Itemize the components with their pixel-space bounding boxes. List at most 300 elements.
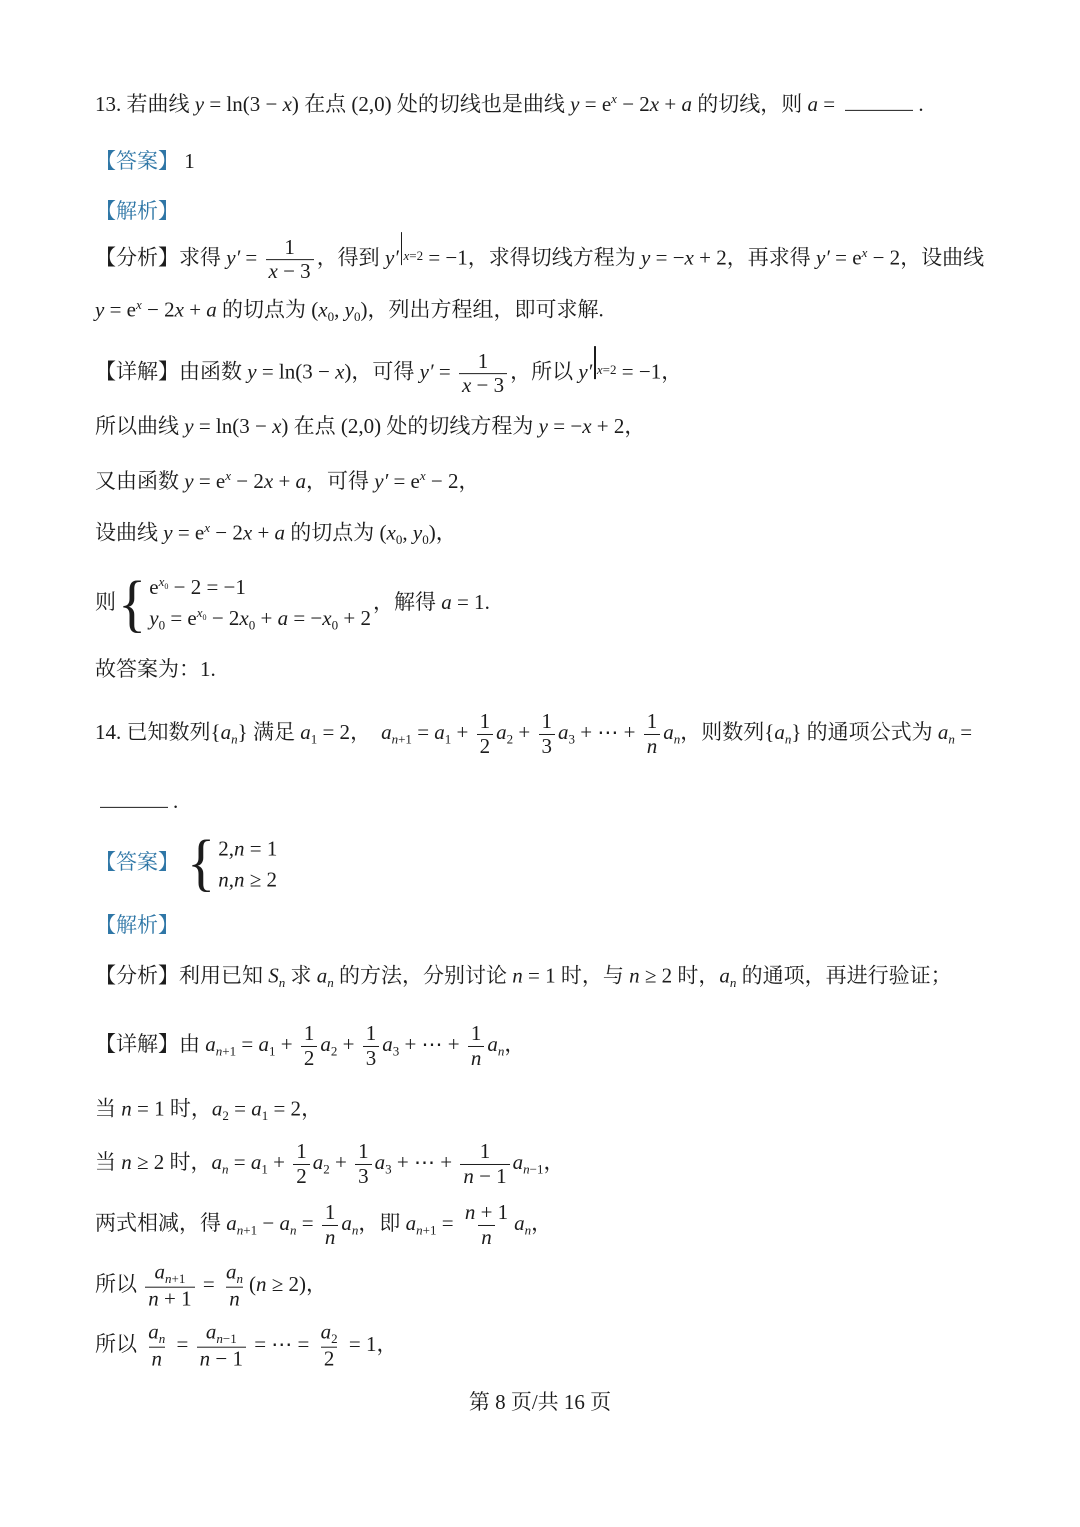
math-run: ≥ 2	[639, 963, 673, 988]
text-run: 的通项，再进行验证；	[736, 963, 952, 988]
math-var: n	[236, 1222, 244, 1238]
sub-script	[416, 1222, 436, 1237]
text-run: 在点	[298, 91, 352, 116]
math-var: n	[216, 1331, 223, 1347]
math-var: a	[514, 1210, 525, 1235]
fraction-denominator	[478, 1225, 495, 1250]
math-run: +	[513, 719, 536, 744]
math-run: =	[197, 1271, 220, 1296]
text-run: ，	[350, 719, 372, 744]
math-run: = −1	[616, 359, 662, 384]
math-run: }	[237, 719, 248, 744]
math-var: y′	[419, 359, 434, 384]
text-run: 时，	[672, 963, 720, 988]
math-run: 1	[646, 708, 658, 733]
math-run: = e	[388, 468, 420, 493]
fraction-denominator	[301, 1046, 318, 1071]
cases-row	[149, 605, 371, 634]
text-run: 【详解】由	[95, 1031, 206, 1056]
math-run: − 1	[210, 1346, 243, 1371]
detail-14-line4	[95, 1201, 552, 1249]
math-run: + 1	[475, 1199, 509, 1224]
math-run: 2	[296, 1163, 307, 1188]
page-footer: 第 8 页/共 16 页	[468, 1389, 612, 1414]
text-run: 当	[95, 1096, 122, 1121]
detail-14-line3	[95, 1140, 565, 1188]
left-brace-icon: {	[187, 827, 216, 899]
math-run: = −	[548, 413, 583, 438]
text-run: 所以	[95, 1331, 143, 1356]
math-var: a	[279, 1210, 290, 1235]
math-run: 1	[477, 348, 489, 373]
math-var: a	[681, 91, 692, 116]
text-run: 13. 若曲线	[95, 91, 195, 116]
text-run: 所以曲线	[95, 413, 185, 438]
math-run: )	[344, 359, 352, 384]
math-run: + ⋯ +	[575, 719, 641, 744]
math-run: − 2	[867, 245, 901, 270]
math-run: =	[228, 1149, 251, 1174]
math-run: = e	[172, 520, 205, 545]
text-run: ，解得	[372, 589, 442, 614]
math-var: n	[218, 867, 229, 892]
fraction	[644, 710, 661, 758]
sub-script	[403, 248, 423, 264]
math-var: y′	[384, 245, 399, 270]
fraction	[145, 1321, 168, 1372]
math-var: a	[807, 91, 818, 116]
math-run: −	[257, 1210, 280, 1235]
sub-script	[237, 1222, 257, 1237]
math-run: 3	[365, 1045, 377, 1070]
text-run: ，	[305, 1271, 327, 1296]
math-run: = −	[288, 606, 323, 631]
fraction	[145, 1261, 194, 1312]
fraction-numerator	[223, 1261, 246, 1287]
evaluated-at	[592, 346, 616, 379]
math-run: 3	[568, 731, 576, 747]
math-run: 1	[479, 708, 491, 733]
detail-13-line4	[95, 520, 457, 549]
fraction-denominator	[226, 1287, 243, 1312]
text-run: 【详解】由函数	[95, 359, 248, 384]
fraction-denominator	[355, 1164, 372, 1189]
fraction-numerator	[322, 1201, 339, 1225]
text-run: ，则数列	[680, 719, 765, 744]
math-run: 2	[222, 1108, 229, 1124]
text-run: 处的切线方程为	[381, 413, 539, 438]
math-var: x	[461, 373, 472, 398]
analysis-14	[95, 963, 952, 992]
fraction-denominator	[539, 734, 556, 759]
math-var: y′	[226, 245, 241, 270]
section-label: 【答案】	[95, 148, 179, 173]
math-var: y	[163, 520, 173, 545]
math-var: x	[861, 244, 868, 260]
math-var: n	[464, 1199, 476, 1224]
question-14-blank	[95, 786, 178, 814]
math-var: a	[405, 1210, 417, 1235]
math-var: x	[684, 245, 694, 270]
text-run: ，	[435, 520, 457, 545]
cases-group	[118, 567, 371, 639]
math-run: 0	[422, 532, 429, 548]
text-run: ，再求得	[726, 245, 816, 270]
math-var: a	[258, 1031, 269, 1056]
math-run: e	[149, 574, 159, 599]
math-run: ,	[228, 867, 234, 892]
fraction-numerator	[318, 1321, 341, 1347]
fraction	[322, 1201, 339, 1249]
math-var: x	[419, 468, 426, 484]
fraction	[355, 1140, 372, 1188]
math-var: a	[211, 1096, 223, 1121]
detail-14	[95, 1022, 525, 1070]
math-var: a	[441, 589, 452, 614]
math-var: a	[496, 719, 507, 744]
math-var: x	[282, 91, 292, 116]
detail-13	[95, 346, 682, 398]
math-var: a	[206, 297, 217, 322]
math-run: +	[659, 91, 682, 116]
math-var: x	[318, 297, 328, 322]
fraction	[318, 1321, 341, 1372]
math-run: 3	[541, 733, 552, 758]
math-run: 1	[261, 1161, 268, 1177]
analysis-label-13	[95, 198, 179, 224]
math-run: − 1	[473, 1163, 507, 1188]
math-run: 1	[268, 1043, 276, 1059]
sub-script	[216, 1043, 236, 1058]
blank-underline	[845, 89, 913, 111]
text-run: 的切点为	[285, 520, 380, 545]
fraction	[477, 710, 494, 758]
math-run: 3	[385, 1161, 392, 1177]
math-run: 1	[541, 708, 552, 733]
math-var: a	[225, 1259, 237, 1284]
math-run: = 2	[317, 719, 351, 744]
math-run: (	[311, 297, 319, 322]
math-run: − 2	[141, 297, 175, 322]
math-var: x	[263, 468, 274, 493]
math-var: x	[242, 520, 253, 545]
text-run: ，所以	[510, 359, 579, 384]
math-run: − 2	[206, 606, 240, 631]
text-run: ，	[376, 1331, 398, 1356]
math-var: y	[194, 91, 205, 116]
math-run: 1	[261, 1108, 269, 1124]
analysis-13	[95, 232, 984, 284]
fraction-denominator	[321, 1347, 338, 1372]
math-var: n	[784, 731, 792, 747]
math-var: x	[335, 359, 345, 384]
math-run: 2	[331, 1331, 338, 1347]
math-var: n	[233, 836, 245, 861]
math-var: y	[344, 297, 354, 322]
text-run: ，	[301, 1096, 323, 1121]
math-var: a	[312, 1149, 324, 1174]
text-run: 的切点为	[216, 297, 312, 322]
math-var: a	[320, 1031, 331, 1056]
fraction	[468, 1022, 485, 1070]
math-run: +	[337, 1031, 360, 1056]
fraction	[460, 1140, 509, 1188]
math-var: n	[121, 1149, 132, 1174]
fraction-denominator	[460, 1164, 509, 1189]
math-var: a	[148, 1319, 159, 1344]
text-run: 时，与	[555, 963, 630, 988]
math-run: )	[291, 91, 299, 116]
math-run: +1	[422, 1222, 437, 1238]
math-run: .	[918, 91, 924, 116]
text-run: 当	[95, 1149, 122, 1174]
math-var: n	[199, 1346, 211, 1371]
fraction	[462, 1201, 511, 1249]
cases-row	[218, 867, 277, 893]
math-var: n	[327, 975, 334, 991]
math-run: ≥ 2)	[266, 1271, 306, 1296]
math-run: 1	[444, 731, 452, 747]
math-run: = e	[165, 606, 197, 631]
math-run: = 1	[131, 1096, 165, 1121]
math-run: =2	[602, 362, 617, 378]
math-var: y′	[374, 468, 389, 493]
fraction-numerator	[151, 1261, 188, 1287]
text-run: 时，	[164, 1149, 212, 1174]
fraction-denominator	[266, 259, 314, 284]
fraction	[293, 1140, 310, 1188]
blank-underline	[100, 786, 168, 808]
math-var: n	[222, 1161, 229, 1177]
fraction	[266, 236, 314, 284]
math-run: (	[248, 1271, 256, 1296]
math-var: y′	[815, 245, 830, 270]
math-var: n	[673, 731, 681, 747]
math-run: 0	[164, 581, 169, 591]
math-var: a	[211, 1149, 223, 1174]
math-run: =	[240, 245, 263, 270]
math-run: = e	[104, 297, 136, 322]
fraction-denominator	[197, 1347, 246, 1372]
math-run: = 1	[343, 1331, 377, 1356]
math-var: x	[225, 468, 232, 484]
fraction-numerator	[477, 710, 494, 734]
math-var: a	[316, 963, 328, 988]
math-run: 1	[284, 234, 295, 259]
math-var: y	[570, 91, 580, 116]
math-var: n	[229, 1286, 240, 1311]
text-run: 【分析】求得	[95, 245, 227, 270]
fraction	[197, 1321, 246, 1372]
math-run: = ln(3 −	[193, 413, 273, 438]
math-var: n	[164, 1271, 172, 1287]
math-var: n	[391, 731, 399, 747]
math-run: = 1	[451, 589, 485, 614]
sup-script	[159, 574, 169, 589]
question-14	[95, 710, 972, 758]
math-run: 2	[323, 1161, 330, 1177]
math-var: n	[158, 1331, 166, 1347]
math-run: + 2	[693, 245, 727, 270]
sub-script	[523, 1161, 543, 1176]
fraction-numerator	[539, 710, 556, 734]
math-var: a	[558, 719, 569, 744]
math-var: x	[196, 605, 203, 621]
sub-script	[216, 1331, 236, 1346]
left-brace-icon: {	[118, 567, 147, 639]
fraction-numerator	[468, 1022, 485, 1046]
math-run: 3	[358, 1163, 369, 1188]
math-run: = e	[193, 468, 226, 493]
text-run: 则	[95, 589, 116, 614]
math-var: n	[416, 1222, 423, 1238]
math-var: a	[663, 719, 674, 744]
math-var: a	[320, 1319, 332, 1344]
math-var: x	[239, 606, 249, 631]
fraction-denominator	[477, 734, 494, 759]
math-run: ,	[334, 297, 345, 322]
math-var: y	[95, 297, 105, 322]
math-var: n	[629, 963, 640, 988]
math-run: .	[173, 788, 179, 813]
math-run: +	[275, 1031, 298, 1056]
math-run: − 2	[231, 468, 264, 493]
math-run: }	[791, 719, 802, 744]
math-var: a	[226, 1210, 237, 1235]
math-run: = −	[650, 245, 685, 270]
math-var: a	[250, 1149, 262, 1174]
math-run: =2	[409, 248, 424, 264]
text-run: 的方法，分别讨论	[333, 963, 513, 988]
text-run: ，	[531, 1210, 553, 1235]
math-var: n	[324, 1224, 336, 1249]
text-run: 两式相减，得	[95, 1210, 227, 1235]
math-run: + 2	[338, 606, 371, 631]
text-run: 故答案为：	[95, 656, 200, 681]
math-run: 3	[392, 1043, 400, 1059]
text-run: 的通项公式为	[801, 719, 938, 744]
math-run: 2	[323, 1346, 335, 1371]
math-var: a	[937, 719, 949, 744]
math-var: S	[268, 963, 279, 988]
math-run: +	[451, 719, 474, 744]
math-var: x	[322, 606, 332, 631]
math-run: )	[360, 297, 368, 322]
text-run: ，	[458, 468, 480, 493]
math-run: 0	[331, 617, 339, 633]
math-run: 0	[353, 309, 361, 325]
math-run: (	[379, 520, 387, 545]
math-var: x	[158, 574, 165, 590]
math-var: n	[151, 1346, 162, 1371]
math-var: y	[641, 245, 651, 270]
math-var: y	[412, 520, 423, 545]
math-var: x	[403, 248, 410, 264]
math-run: 0	[327, 309, 335, 325]
math-var: a	[341, 1210, 352, 1235]
math-run: {	[764, 719, 775, 744]
math-var: n	[481, 1224, 492, 1249]
cases-row	[149, 574, 371, 600]
math-run: )	[428, 520, 436, 545]
math-run: 1	[310, 731, 318, 747]
math-run: 1	[479, 1138, 491, 1163]
math-run: +1	[222, 1043, 237, 1059]
text-run: 在点	[288, 413, 341, 438]
math-run: +	[329, 1149, 353, 1174]
detail-13-line2	[95, 413, 645, 439]
text-run: ，求得切线方程为	[467, 245, 642, 270]
math-var: a	[382, 1031, 393, 1056]
math-run: 2	[479, 733, 491, 758]
fraction	[539, 710, 556, 758]
text-run: ，	[661, 359, 683, 384]
cases-row	[218, 835, 277, 861]
fraction	[301, 1022, 318, 1070]
section-label: 【答案】	[95, 849, 179, 874]
text-run: 14. 已知数列	[95, 719, 211, 744]
math-var: a	[274, 520, 286, 545]
math-var: n	[523, 1161, 530, 1177]
analysis-label-14	[95, 912, 179, 938]
text-run: ，设曲线	[900, 245, 985, 270]
math-var: n	[729, 975, 737, 991]
math-var: n	[278, 975, 286, 991]
math-run: − 2	[210, 520, 243, 545]
math-var: a	[295, 468, 307, 493]
math-run: 1	[358, 1138, 369, 1163]
math-run: = 2	[268, 1096, 302, 1121]
math-run: 2	[303, 1045, 315, 1070]
math-run: +1	[171, 1271, 186, 1287]
text-run: ，	[543, 1149, 565, 1174]
conclusion-13	[95, 656, 216, 682]
sub-script	[165, 1271, 185, 1286]
math-run: −1	[529, 1161, 544, 1177]
math-run: =	[296, 1210, 319, 1235]
text-run: ，	[624, 413, 646, 438]
math-run: 0	[202, 613, 207, 623]
math-run: 0	[158, 617, 166, 633]
text-run: 处的切线也是曲线	[391, 91, 571, 116]
math-run: +	[255, 606, 278, 631]
fraction	[363, 1022, 380, 1070]
math-run: ≥ 2	[131, 1149, 165, 1174]
math-var: a	[205, 1031, 216, 1056]
math-var: n	[524, 1222, 532, 1238]
sup-script	[196, 605, 207, 623]
fraction-denominator	[468, 1046, 485, 1071]
fraction-denominator	[459, 373, 507, 398]
math-run: +	[267, 1149, 291, 1174]
math-run: = −1	[423, 245, 468, 270]
text-run: ，可得	[306, 468, 375, 493]
math-var: n	[233, 867, 245, 892]
math-run: − 2	[616, 91, 650, 116]
math-run: + ⋯ +	[391, 1149, 458, 1174]
cases-rows	[218, 835, 277, 893]
math-var: a	[434, 719, 445, 744]
math-run: = 1	[244, 836, 278, 861]
math-run: =	[411, 719, 435, 744]
math-var: n	[215, 1043, 223, 1059]
math-var: n	[148, 1286, 159, 1311]
math-run: =	[236, 1031, 259, 1056]
math-var: y′	[578, 359, 593, 384]
math-run: 1	[296, 1138, 307, 1163]
section-label: 【解析】	[95, 912, 179, 937]
text-run: 时，	[164, 1096, 212, 1121]
